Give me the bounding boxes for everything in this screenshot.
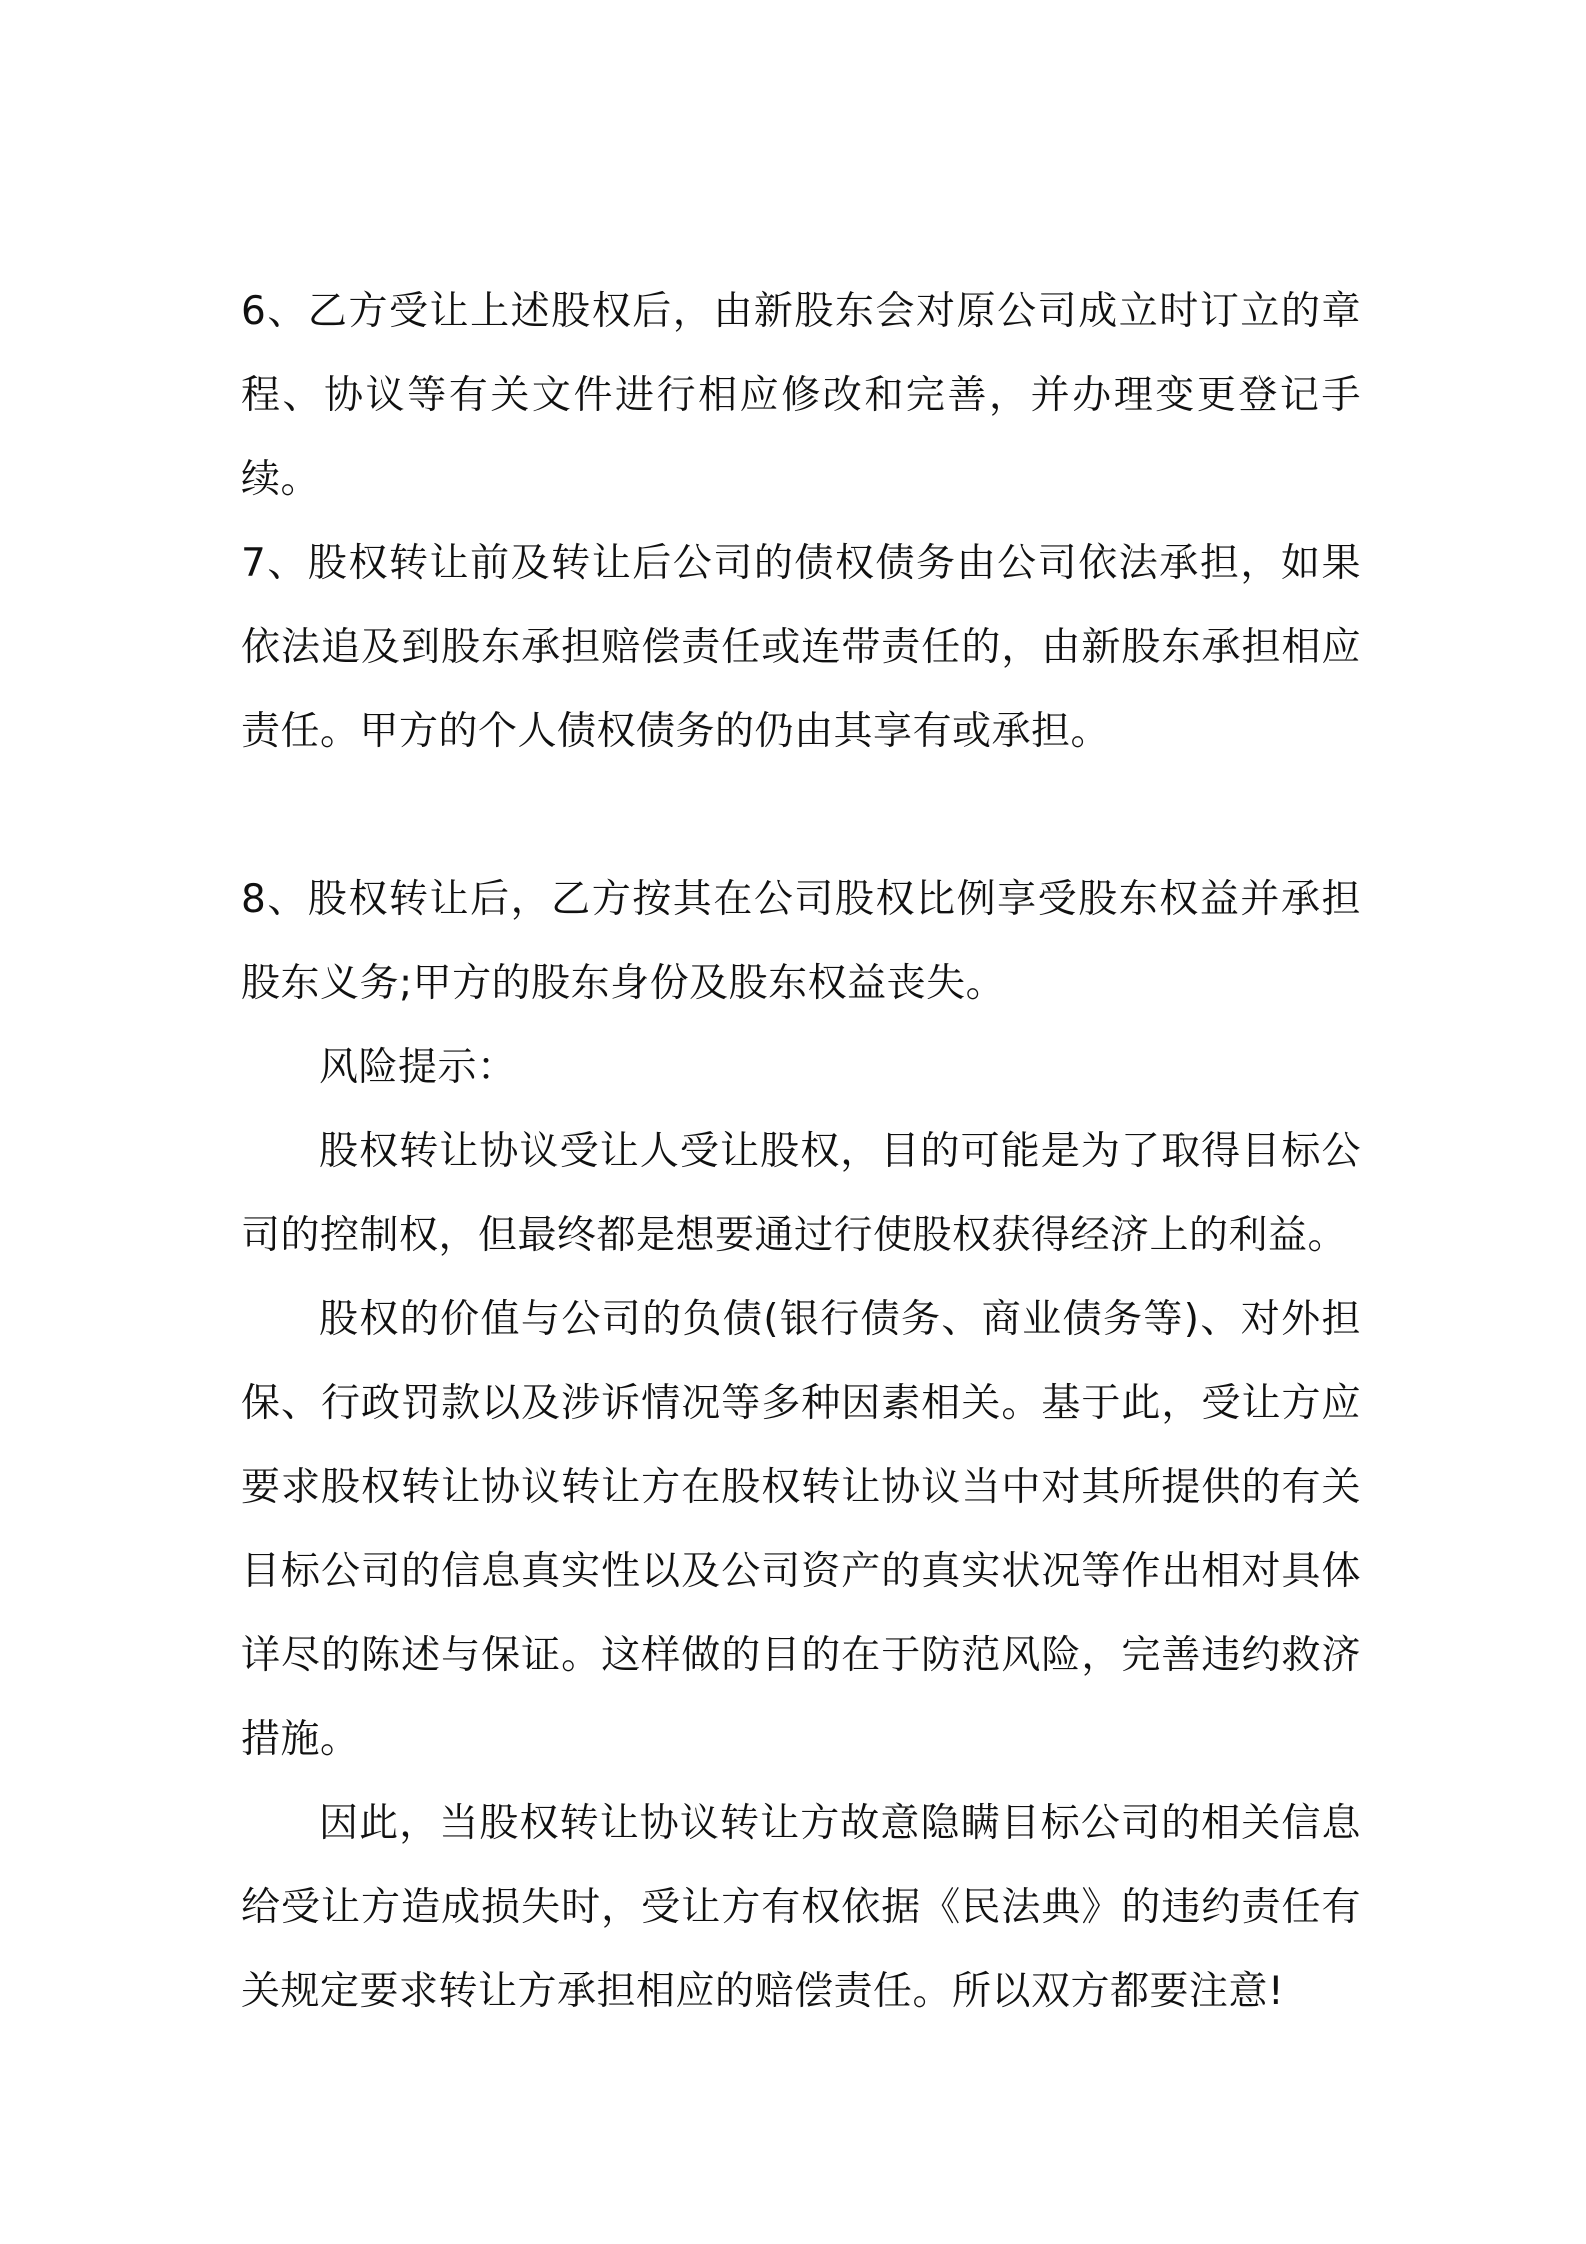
clause-7 — [241, 522, 1361, 774]
risk-paragraph-2: 股权的价值与公司的负债(银行债务、商业债务等)、对外担保、行政罚款以及涉诉情况等多种因素相关。基于此，受让方应要求股权转让协议转让方在股权转让协议当中对其所提供的有关目标公司的信息真实性以及公司资产的真实状况等作出相对具体详尽的陈述与保证。这样做的目的在于防范风险，完善违约救济措施。 — [241, 1297, 1361, 1762]
clause-8-and-risk-notes — [241, 858, 1361, 2034]
clause-7-text: 7、股权转让前及转让后公司的债权债务由公司依法承担，如果依法追及到股东承担赔偿责任或连带责任的，由新股东承担相应责任。甲方的个人债权债务的仍由其享有或承担。 — [241, 541, 1361, 754]
clause-6-text: 6、乙方受让上述股权后，由新股东会对原公司成立时订立的章程、协议等有关文件进行相应修改和完善，并办理变更登记手续。 — [241, 289, 1361, 502]
clause-8-text: 8、股权转让后，乙方按其在公司股权比例享受股东权益并承担股东义务;甲方的股东身份及股东权益丧失。 — [241, 877, 1361, 1006]
risk-paragraph-3: 因此，当股权转让协议转让方故意隐瞒目标公司的相关信息给受让方造成损失时，受让方有权依据《民法典》的违约责任有关规定要求转让方承担相应的赔偿责任。所以双方都要注意! — [241, 1801, 1361, 2014]
clause-6 — [241, 270, 1361, 522]
risk-heading: 风险提示： — [319, 1045, 517, 1090]
risk-paragraph-1: 股权转让协议受让人受让股权，目的可能是为了取得目标公司的控制权，但最终都是想要通过行使股权获得经济上的利益。 — [241, 1129, 1361, 1258]
